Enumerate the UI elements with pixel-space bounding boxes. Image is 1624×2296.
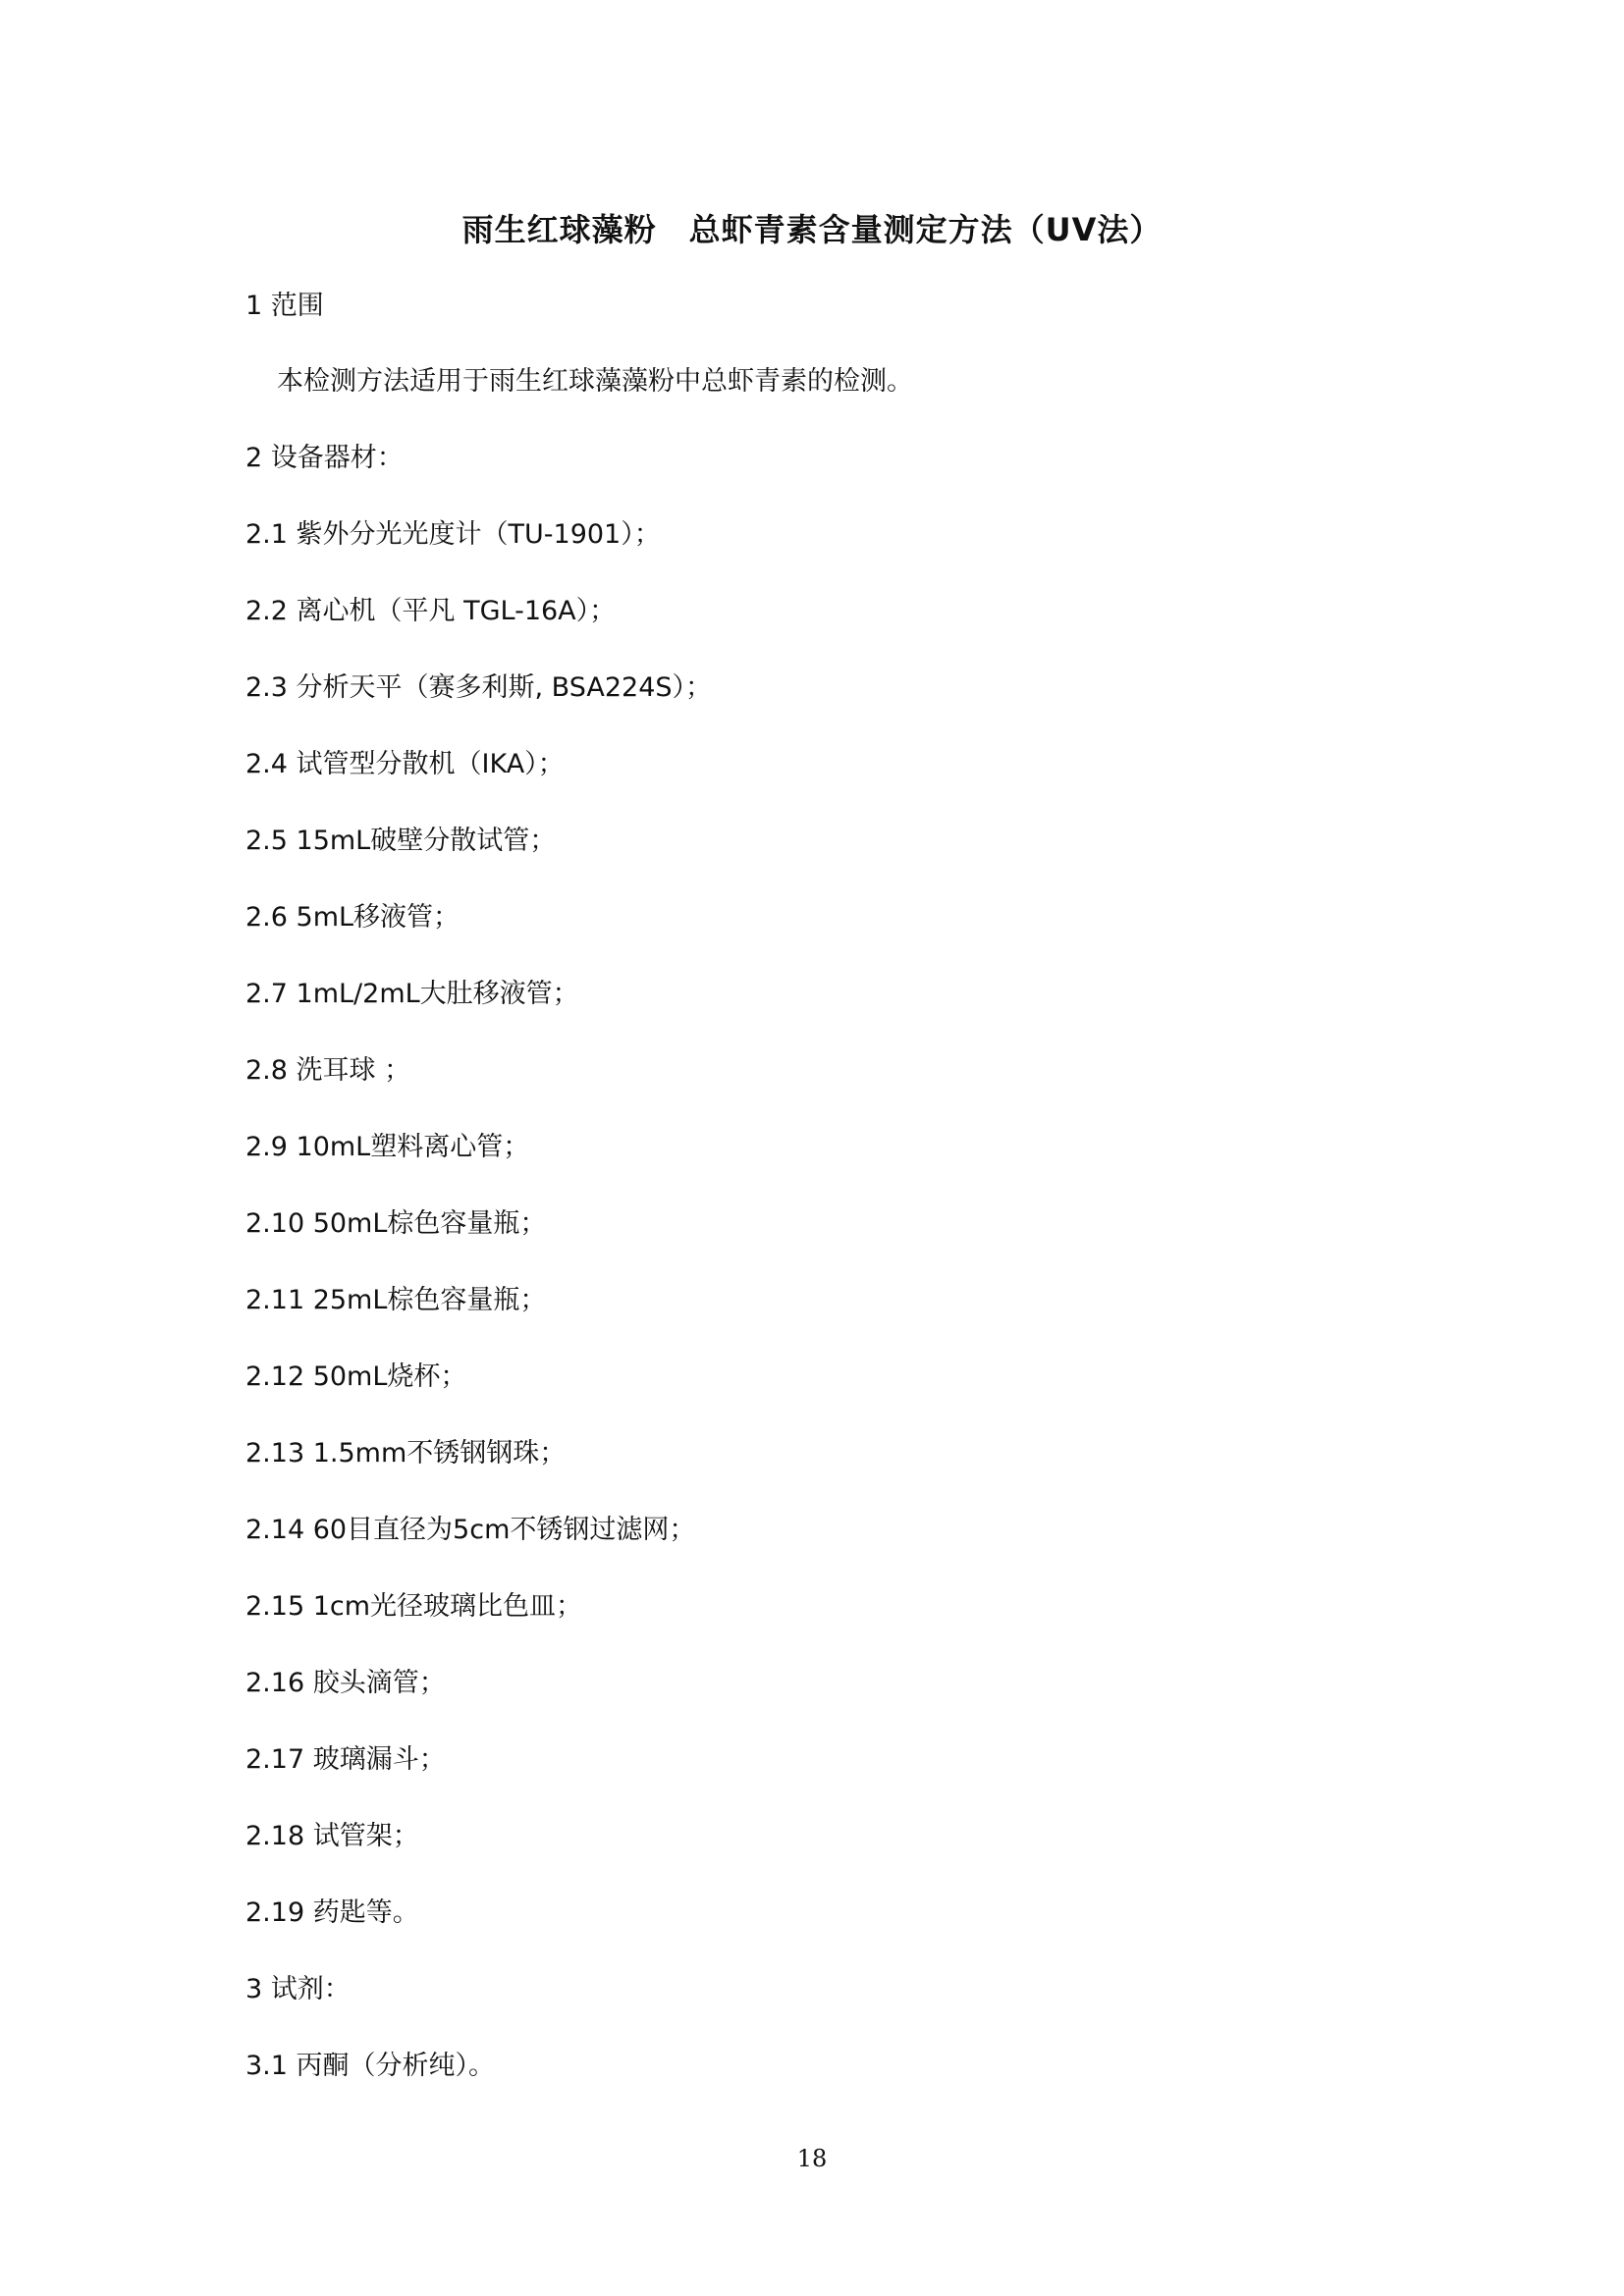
- reagent-item-3-1: 3.1 丙酮（分析纯）。: [245, 2051, 496, 2081]
- equipment-item-2-9: 2.9 10mL塑料离心管；: [245, 1132, 530, 1162]
- equipment-item-2-13: 2.13 1.5mm不锈钢钢珠；: [245, 1438, 567, 1468]
- document-title: 雨生红球藻粉 总虾青素含量测定方法（UV法）: [461, 211, 1163, 248]
- equipment-item-2-1: 2.1 紫外分光光度计（TU-1901）；: [245, 519, 661, 550]
- equipment-item-2-15: 2.15 1cm光径玻璃比色皿；: [245, 1591, 583, 1622]
- equipment-item-2-17: 2.17 玻璃漏斗；: [245, 1744, 446, 1775]
- equipment-item-2-7: 2.7 1mL/2mL大肚移液管；: [245, 979, 579, 1009]
- equipment-item-2-5: 2.5 15mL破壁分散试管；: [245, 826, 557, 856]
- equipment-item-2-10: 2.10 50mL棕色容量瓶；: [245, 1208, 547, 1239]
- equipment-item-2-18: 2.18 试管架；: [245, 1821, 419, 1851]
- section-heading-equipment: 2 设备器材：: [245, 443, 404, 473]
- equipment-item-2-8: 2.8 洗耳球 ；: [245, 1055, 411, 1086]
- equipment-item-2-14: 2.14 60目直径为5cm不锈钢过滤网；: [245, 1515, 696, 1545]
- equipment-item-2-11: 2.11 25mL棕色容量瓶；: [245, 1285, 547, 1315]
- section-heading-reagents: 3 试剂：: [245, 1974, 351, 2004]
- equipment-item-2-12: 2.12 50mL烧杯；: [245, 1362, 467, 1392]
- equipment-item-2-6: 2.6 5mL移液管；: [245, 902, 460, 933]
- equipment-item-2-19: 2.19 药匙等。: [245, 1897, 419, 1928]
- equipment-item-2-2: 2.2 离心机（平凡 TGL-16A）；: [245, 596, 617, 626]
- equipment-item-2-3: 2.3 分析天平（赛多利斯, BSA224S）；: [245, 672, 713, 703]
- section-heading-scope: 1 范围: [245, 291, 324, 321]
- equipment-item-2-4: 2.4 试管型分散机（IKA）；: [245, 749, 565, 779]
- equipment-item-2-16: 2.16 胶头滴管；: [245, 1668, 446, 1698]
- scope-text: 本检测方法适用于雨生红球藻藻粉中总虾青素的检测。: [277, 366, 913, 397]
- page-number: 18: [796, 2145, 828, 2172]
